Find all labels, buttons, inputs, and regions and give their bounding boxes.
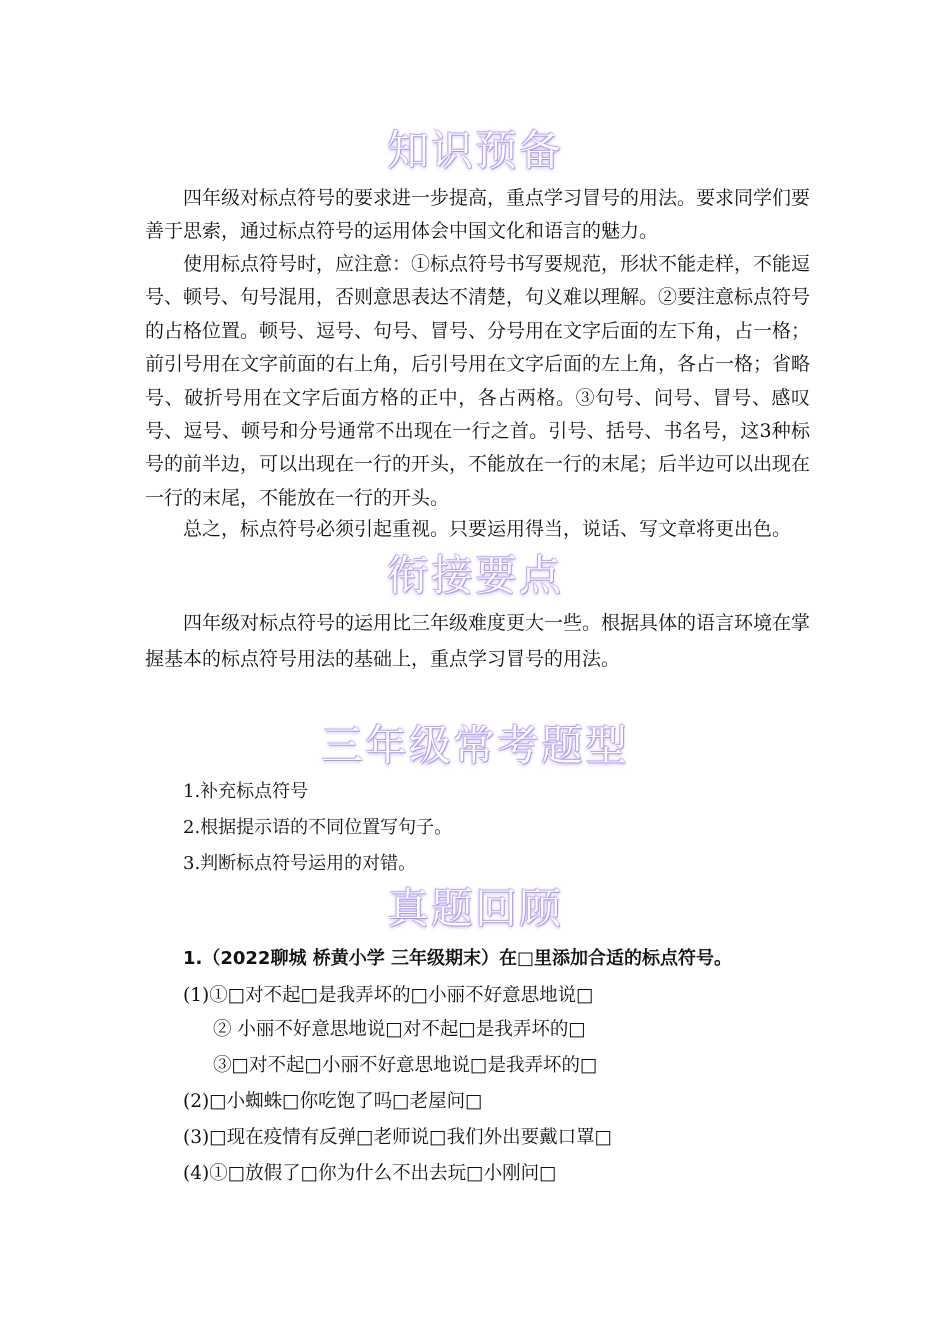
knowledge-paragraph-1: 四年级对标点符号的要求进一步提高，重点学习冒号的用法。要求同学们要善于思索，通过标点符号的运用体会中国文化和语言的魅力。 bbox=[145, 187, 811, 243]
exam-question-title: 1.（2022聊城 桥黄小学 三年级期末）在□里添加合适的标点符号。 bbox=[183, 948, 732, 969]
knowledge-paragraph-2: 使用标点符号时，应注意：①标点符号书写要规范，形状不能走样，不能逗号、顿号、句号混用，否则意思表达不清楚，句义难以理解。②要注意标点符号的占格位置。顿号、逗号、句号、冒号、分号用在文字后面的左下角，占一格；前引号用在文字前面的右上角，后引号用在文字后面的左上角，各占一格；省略号、破折号用在文字后面方格的正中，各占两格。③句号、问号、冒号、感叹号、逗号、顿号和分号通常不出现在一行之首。引号、括号、书名号，这3种标号的前半边，可以出现在一行的开头，不能放在一行的末尾；后半边可以出现在一行的末尾，不能放在一行的开头。 bbox=[145, 253, 811, 509]
question-type-item: 1.补充标点符号 bbox=[183, 781, 309, 802]
question-line: (4)①□放假了□你为什么不出去玩□小刚问□ bbox=[183, 1163, 557, 1184]
question-line: ② 小丽不好意思地说□对不起□是我弄坏的□ bbox=[213, 1019, 586, 1040]
question-line: (2)□小蜘蛛□你吃饱了吗□老屋问□ bbox=[183, 1091, 483, 1112]
question-line: (1)①□对不起□是我弄坏的□小丽不好意思地说□ bbox=[183, 985, 594, 1006]
question-line: (3)□现在疫情有反弹□老师说□我们外出要戴口罩□ bbox=[183, 1127, 613, 1148]
heading-knowledge: 知识预备 bbox=[386, 126, 563, 175]
heading-question-types: 三年级常考题型 bbox=[320, 721, 629, 770]
question-type-item: 2.根据提示语的不同位置写句子。 bbox=[183, 817, 453, 838]
knowledge-paragraph-3: 总之，标点符号必须引起重视。只要运用得当，说话、写文章将更出色。 bbox=[183, 518, 792, 540]
question-line: ③□对不起□小丽不好意思地说□是我弄坏的□ bbox=[213, 1055, 598, 1076]
connection-paragraph: 四年级对标点符号的运用比三年级难度更大一些。根据具体的语言环境在掌握基本的标点符号用法的基础上，重点学习冒号的用法。 bbox=[145, 612, 811, 670]
heading-connection: 衔接要点 bbox=[386, 551, 563, 600]
question-type-item: 3.判断标点符号运用的对错。 bbox=[183, 853, 417, 874]
heading-review: 真题回顾 bbox=[386, 884, 563, 933]
